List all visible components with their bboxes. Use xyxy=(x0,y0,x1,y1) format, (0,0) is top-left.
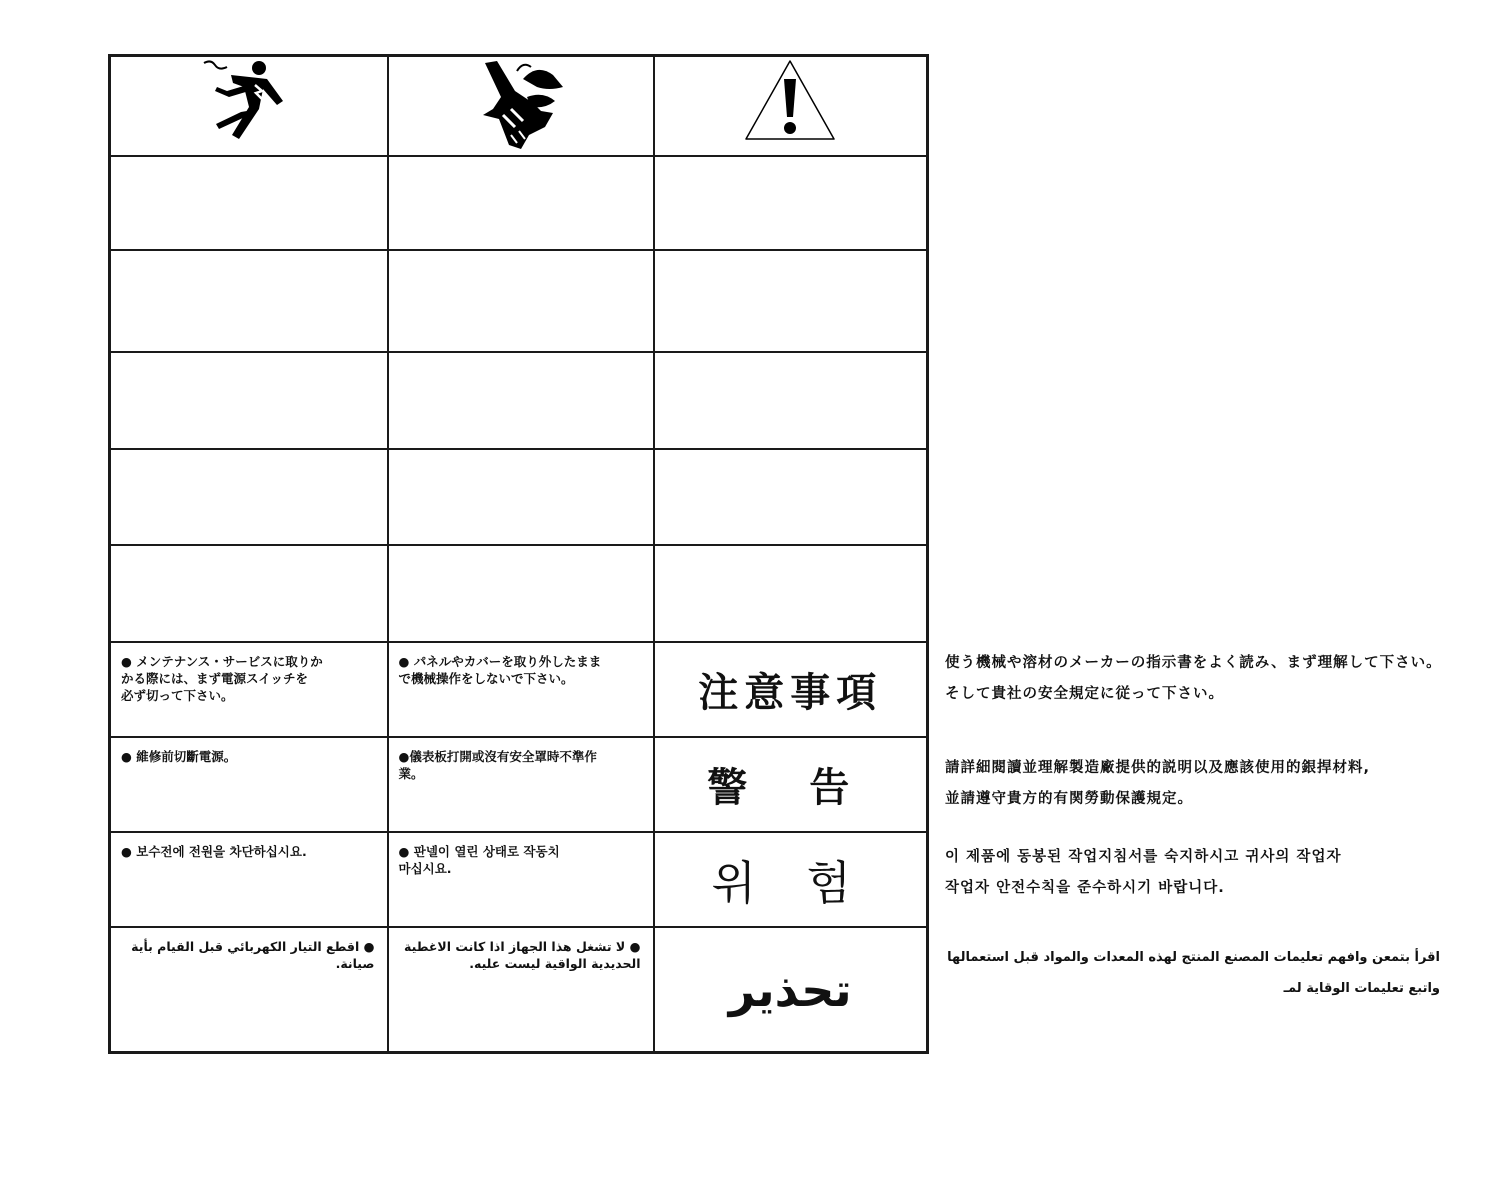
chinese-row xyxy=(110,737,928,832)
chinese-panel-warning: ●儀表板打開或沒有安全罩時不準作 業。 xyxy=(388,737,654,832)
arabic-power-warning: ● اقطع التيار الكهربائي قبل القيام بأية صيانة. xyxy=(110,927,388,1053)
warning-triangle-icon xyxy=(742,57,838,143)
electric-shock-icon xyxy=(199,57,299,147)
korean-row xyxy=(110,832,928,927)
arabic-row xyxy=(110,927,928,1053)
icon-cell-electric xyxy=(110,56,388,157)
icon-cell-hand xyxy=(388,56,654,157)
arabic-heading: تحذير xyxy=(654,927,928,1053)
hand-in-machinery-icon xyxy=(471,57,571,151)
blank-row xyxy=(110,352,928,449)
icon-row xyxy=(110,56,928,157)
korean-power-warning: ● 보수전에 전원을 차단하십시요. xyxy=(110,832,388,927)
arabic-instructions: اقرأ بتمعن وافهم تعليمات المصنع المنتج لهذه المعدات والمواد قبل استعمالها واتبع تعليمات الوقاية لمـ xyxy=(947,950,1440,996)
korean-instructions: 이 제품에 동봉된 작업지침서를 숙지하시고 귀사의 작업자 작업자 안전수칙을 준수하시기 바랍니다. xyxy=(945,849,1342,896)
safety-warning-table xyxy=(108,54,929,1054)
japanese-row xyxy=(110,642,928,737)
korean-panel-warning: ● 판넬이 열린 상태로 작동치 마십시요. xyxy=(388,832,654,927)
japanese-instructions: 使う機械や溶材のメーカーの指示書をよく読み、まず理解して下さい。 そして貴社の安全規定に従って下さい。 xyxy=(945,655,1442,702)
arabic-panel-warning: ● لا تشغل هذا الجهاز اذا كانت الاغطية الحديدية الواقية ليست عليه. xyxy=(388,927,654,1053)
blank-row xyxy=(110,449,928,545)
korean-heading: 위 험 xyxy=(654,832,928,927)
japanese-panel-warning: ● パネルやカバーを取り外したまま で機械操作をしないで下さい。 xyxy=(388,642,654,737)
chinese-power-warning: ● 維修前切斷電源。 xyxy=(110,737,388,832)
chinese-heading: 警 告 xyxy=(654,737,928,832)
blank-row xyxy=(110,250,928,352)
blank-row xyxy=(110,156,928,250)
chinese-instructions: 請詳細閱讀並理解製造廠提供的説明以及應該使用的銀捍材料, 並請遵守貴方的有関勞動保護規定。 xyxy=(945,760,1371,807)
japanese-heading: 注意事項 xyxy=(654,642,928,737)
icon-cell-warning xyxy=(654,56,928,157)
blank-row xyxy=(110,545,928,642)
japanese-power-warning: ● メンテナンス・サービスに取りか かる際には、まず電源スイッチを 必ず切って下さい。 xyxy=(110,642,388,737)
